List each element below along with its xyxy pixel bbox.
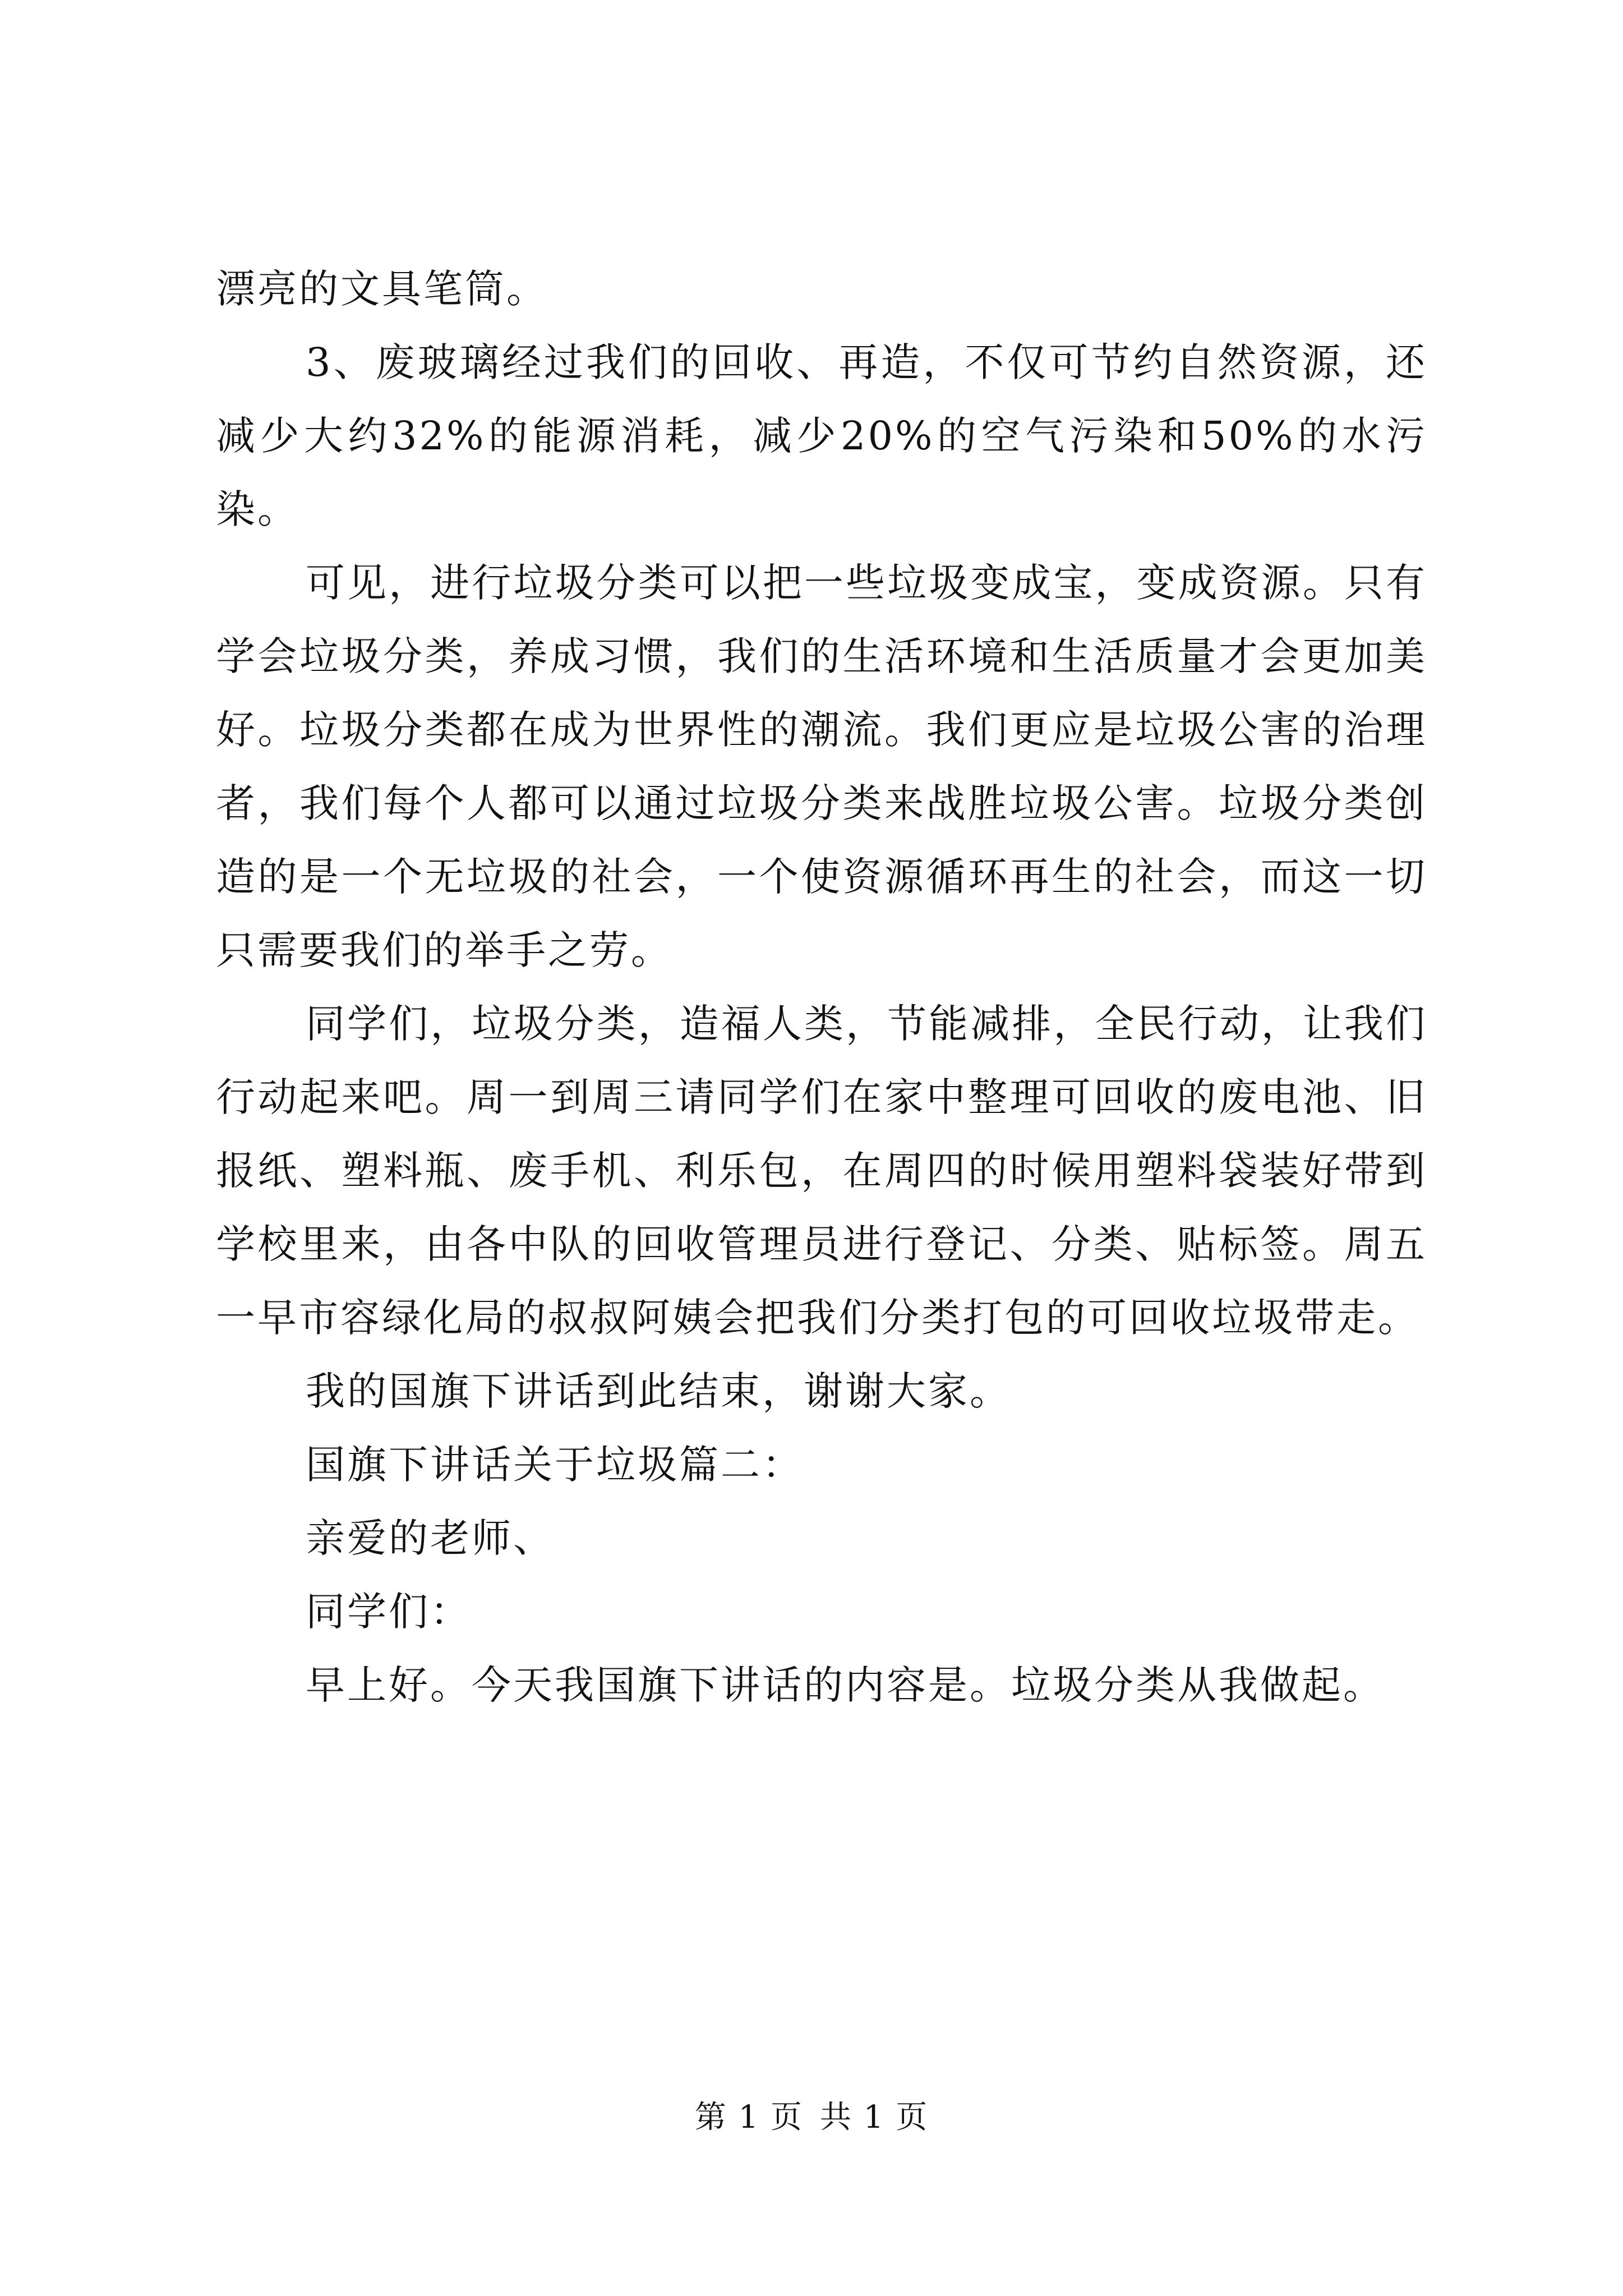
page-total: 共 1 页 — [820, 2099, 929, 2136]
paragraph-closing: 我的国旗下讲话到此结束，谢谢大家。 — [306, 1368, 1011, 1414]
salutation-students: 同学们： — [306, 1589, 472, 1635]
paragraph-glass-recycling: 3、废玻璃经过我们的回收、再造，不仅可节约自然资源，还减少大约32%的能源消耗，减少20%的空气污染和50%的水污染。 — [216, 339, 1427, 532]
document-body — [216, 252, 1427, 1722]
section-heading-part-two: 国旗下讲话关于垃圾篇二： — [306, 1442, 804, 1488]
page-number: 第 1 页 — [694, 2099, 803, 2136]
paragraph-continuation: 漂亮的文具笔筒。 — [216, 266, 548, 312]
salutation-teachers: 亲爱的老师、 — [306, 1515, 555, 1561]
paragraph-greeting: 早上好。今天我国旗下讲话的内容是。垃圾分类从我做起。 — [306, 1662, 1385, 1708]
paragraph-call-to-action: 同学们，垃圾分类，造福人类，节能减排，全民行动，让我们行动起来吧。周一到周三请同学们在家中整理可回收的废电池、旧报纸、塑料瓶、废手机、利乐包，在周四的时候用塑料袋装好带到学校里来，由各中队的回收管理员进行登记、分类、贴标签。周五一早市容绿化局的叔叔阿姨会把我们分类打包的可回收垃圾带走。 — [216, 1001, 1427, 1341]
page-footer — [0, 2095, 1623, 2140]
paragraph-sorting-benefits: 可见，进行垃圾分类可以把一些垃圾变成宝，变成资源。只有学会垃圾分类，养成习惯，我们的生活环境和生活质量才会更加美好。垃圾分类都在成为世界性的潮流。我们更应是垃圾公害的治理者，我们每个人都可以通过垃圾分类来战胜垃圾公害。垃圾分类创造的是一个无垃圾的社会，一个使资源循环再生的社会，而这一切只需要我们的举手之劳。 — [216, 560, 1427, 973]
